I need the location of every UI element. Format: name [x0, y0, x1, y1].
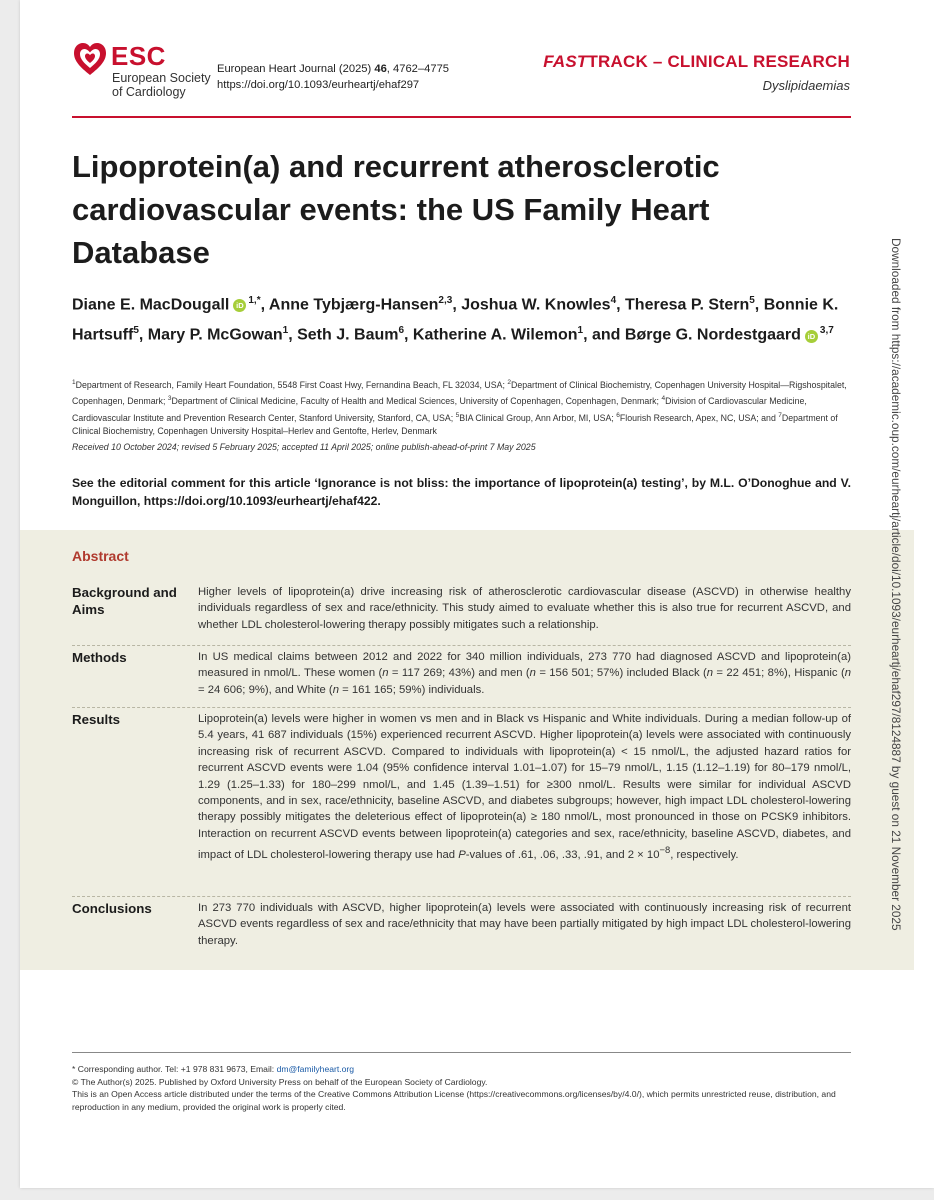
footnotes: [72, 1063, 862, 1113]
author-affiliation-sup: 5: [133, 325, 139, 337]
journal-citation: [217, 61, 449, 93]
background-label: Background and Aims: [72, 585, 177, 617]
logo-org-line1: European Society: [112, 71, 211, 85]
orcid-icon[interactable]: iD: [233, 299, 246, 312]
affiliation-number: 5: [455, 411, 460, 419]
affiliation-number: 7: [778, 411, 782, 419]
esc-logo[interactable]: [72, 40, 222, 106]
author-name[interactable]: Børge G. Nordestgaard: [624, 326, 801, 344]
heart-logo-icon: [72, 40, 108, 78]
affiliation-text: Department of Clinical Biochemistry, Copenhagen University Hospital—Rigshospitalet, Copenhagen, Denmark;: [72, 379, 847, 407]
section-category: [543, 52, 850, 72]
footnote-divider: [72, 1052, 851, 1053]
section-fast: FAST: [543, 52, 588, 71]
affiliations: [72, 376, 852, 439]
logo-org-line2: of Cardiology: [112, 85, 186, 99]
affiliation-text: Division of Cardiovascular Medicine, Cardiovascular Institute and Prevention Research Center, Stanford University, Stanford, CA, USA;: [72, 396, 807, 423]
author-name[interactable]: Bonnie K. Hartsuff: [72, 296, 839, 344]
affiliation-number: 6: [616, 411, 620, 419]
author-affiliation-sup: 6: [398, 325, 405, 337]
conclusions-text: In 273 770 individuals with ASCVD, higher lipoprotein(a) levels were associated with continuously increasing risk of recurrent ASCVD events regardless of sex and race/ethnicity that may have been partially mitigated by high impact LDL cholesterol-lowering therapy.: [198, 902, 851, 947]
author-name[interactable]: Seth J. Baum: [297, 326, 399, 344]
affiliation-text: BIA Clinical Group, Ann Arbor, MI, USA;: [459, 412, 617, 423]
license-notice: This is an Open Access article distributed under the terms of the Creative Commons Attribution License (https://creativecommons.org/licenses/by/4.0/), which permits unrestricted reuse, distribution, and reproduction in any medium, provided the original work is properly cited.: [72, 1089, 836, 1112]
author-affiliation-sup: 5: [749, 295, 755, 306]
abstract-background-row: [72, 584, 851, 633]
author-affiliation-sup: 1,*: [248, 295, 261, 306]
abstract-results-row: [72, 707, 851, 863]
section-track: TRACK – CLINICAL RESEARCH: [587, 52, 850, 71]
subsection: Dyslipidaemias: [762, 78, 850, 93]
article-title: Lipoprotein(a) and recurrent atherosclerotic cardiovascular events: the US Family Heart Database: [72, 149, 720, 270]
article-page: [20, 0, 934, 1188]
journal-volume: 46: [374, 63, 387, 75]
abstract-conclusions-row: [72, 896, 851, 949]
author-affiliation-sup: 1: [577, 325, 584, 337]
section-tag: [543, 52, 850, 93]
header-divider: [72, 116, 851, 118]
author-list: Diane E. MacDougall iD $^{1,*}$, Anne Tybjærg-Hansen$^{2,3}$, Joshua W. Knowles$^4$, Theresa P. Stern$^5$, Bonnie K. Hartsuff$^5$, Mary P. McGowan$^1$, Seth J. Baum$^6$, Katherine A. Wilemon$^1$, and Børge G. Nordestgaard iD $^{3,7}$: [72, 295, 839, 344]
affiliation-number: 3: [167, 395, 172, 403]
results-label: Results: [72, 712, 121, 727]
affiliation-text: Department of Research, Family Heart Foundation, 5548 First Coast Hwy, Fernandina Beach, FL 32034, USA;: [75, 379, 508, 390]
affiliation-number: 2: [507, 379, 511, 386]
corresponding-author: * Corresponding author. Tel: +1 978 831 9673, Email: dm@familyheart.org: [72, 1064, 355, 1074]
doi-link[interactable]: https://doi.org/10.1093/eurheartj/ehaf297: [217, 79, 420, 91]
background-text: Higher levels of lipoprotein(a) drive increasing risk of atherosclerotic cardiovascular disease (ASCVD) in otherwise healthy individuals regardless of sex and race/ethnicity. This study aimed to evaluate whether this is also true for recurrent ASCVD, and whether LDL cholesterol-lowering therapy possibly mitigates such a relationship.: [198, 586, 851, 631]
affiliation-number: 1: [72, 379, 76, 386]
author-affiliation-sup: 1: [282, 325, 289, 337]
affiliation-number: 4: [661, 395, 666, 403]
journal-name: European Heart Journal (2025): [217, 63, 372, 75]
author-name[interactable]: Mary P. McGowan: [147, 326, 283, 344]
author-name[interactable]: Katherine A. Wilemon: [412, 326, 578, 344]
logo-abbreviation: ESC: [111, 41, 166, 71]
copyright-notice: © The Author(s) 2025. Published by Oxford University Press on behalf of the European Society of Cardiology.: [72, 1076, 488, 1087]
editorial-comment: See the editorial comment for this article ‘Ignorance is not bliss: the importance of lipoprotein(a) testing’, by M.L. O’Donoghue and V. Monguillon, https://doi.org/10.1093/eurheartj/ehaf422.: [72, 476, 851, 508]
abstract-heading: Abstract: [72, 548, 129, 564]
author-email-link[interactable]: dm@familyheart.org: [276, 1064, 355, 1074]
author-affiliation-sup: 2,3: [438, 295, 453, 306]
affiliation-text: Department of Clinical Medicine, Faculty of Health and Medical Sciences, University of Copenhagen, Copenhagen, Denmark;: [171, 396, 662, 407]
author-affiliation-sup: 3,7: [819, 325, 834, 337]
author-name[interactable]: Joshua W. Knowles: [461, 296, 611, 314]
results-text: Lipoprotein(a) levels were higher in women vs men and in Black vs Hispanic and White individuals. During a median follow-up of 5.4 years, 41 687 individuals (15%) experienced recurrent ASCVD. Higher lipoprotein(a) levels were associated with continuously increasing risk of recurrent ASCVD. Compared to individuals with lipoprotein(a) < 15 nmol/L, the adjusted hazard ratios for recurrent ASCVD events were 1.04 (95% confidence interval 1.01–1.07) for 15–79 nmol/L, 1.15 (1.12–1.19) for 80–179 nmol/L, 1.29 (1.25–1.33) for 180–299 nmol/L, and 1.45 (1.39–1.51) for ≥300 nmol/L. Results were similar for individual ASCVD components, and in sex, race/ethnicity, baseline ASCVD, and diabetes subgroups; however, high impact LDL cholesterol-lowering therapy possibly mitigates the deleterious effect of lipoprotein(a) ≥ 180 nmol/L, most pronounced in those on PCSK9 inhibitors. Interaction on recurrent ASCVD events between lipoprotein(a) categories and sex, race/ethnicity, baseline ASCVD, diabetes, and impact of LDL cholesterol-lowering therapy use had P-values of .61, .06, .33, .91, and $2 \times 10^{-8}$, respectively.: [198, 713, 851, 862]
logo-organization: [112, 71, 211, 99]
download-watermark: Downloaded from https://academic.oup.com/eurheartj/article/doi/10.1093/eurheartj/ehaf297/8124887 by guest on 21 November 2025: [889, 238, 903, 931]
orcid-icon[interactable]: iD: [805, 330, 818, 343]
journal-pages: , 4762–4775: [386, 63, 450, 75]
received-dates: Received 10 October 2024; revised 5 February 2025; accepted 11 April 2025; online publish-ahead-of-print 7 May 2025: [72, 442, 536, 452]
methods-label: Methods: [72, 650, 127, 665]
author-name[interactable]: Diane E. MacDougall: [72, 296, 230, 314]
author-name[interactable]: Theresa P. Stern: [625, 296, 750, 314]
conclusions-label: Conclusions: [72, 901, 152, 916]
methods-text: In US medical claims between 2012 and 2022 for 340 million individuals, 273 770 had diagnosed ASCVD and lipoprotein(a) measured in nmol/L. These women (n = 117 269; 43%) and men (n = 156 501; 57%) included Black (n = 22 451; 8%), Hispanic (n = 24 606; 9%), and White (n = 161 165; 59%) individuals.: [198, 651, 851, 696]
abstract-methods-row: [72, 645, 851, 698]
affiliation-text: Department of Clinical Biochemistry, Copenhagen University Hospital–Herlev and Gentofte, Herlev, Denmark: [72, 412, 838, 437]
author-name[interactable]: Anne Tybjærg-Hansen: [268, 296, 439, 314]
author-affiliation-sup: 4: [610, 295, 617, 306]
affiliation-text: Flourish Research, Apex, NC, USA; and: [619, 412, 779, 423]
